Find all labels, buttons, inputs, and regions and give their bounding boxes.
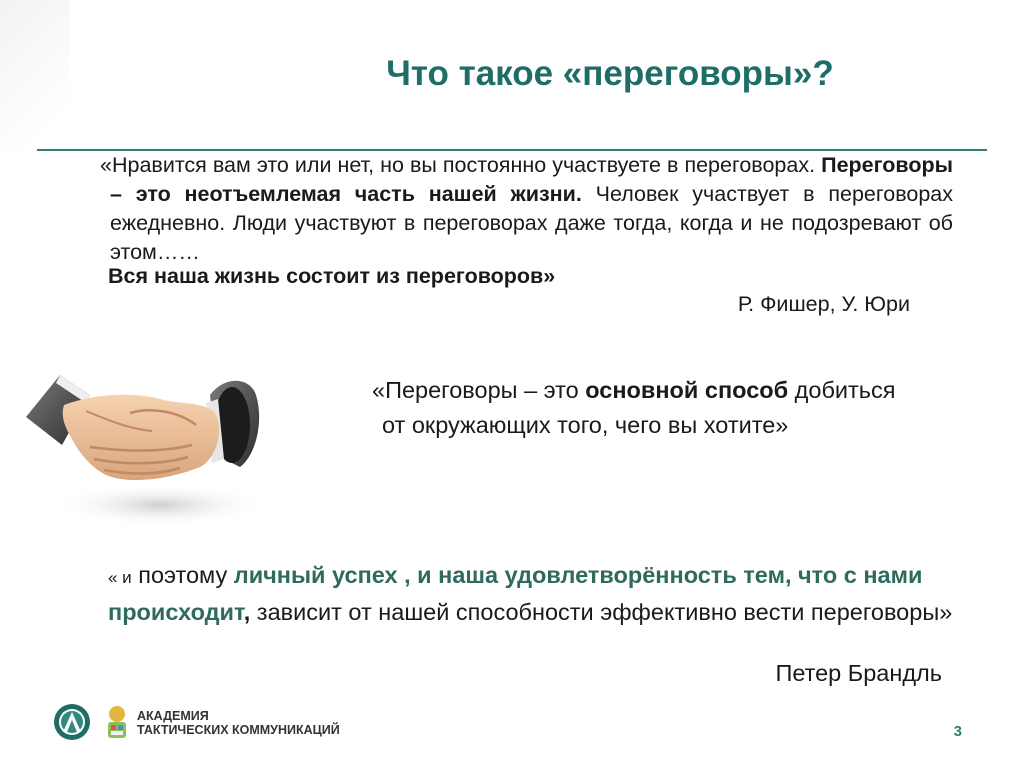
quote2-start: «Переговоры – это xyxy=(372,377,586,403)
quote1-last-line: Вся наша жизнь состоит из переговоров» xyxy=(108,264,556,288)
quote2-bold: основной способ xyxy=(585,377,789,403)
quote3-open: « и xyxy=(108,568,132,587)
quote2-rest: добиться от окружающих того, чего вы хотите» xyxy=(382,377,896,438)
academy-logo-icon xyxy=(53,703,91,741)
slide-title: Что такое «переговоры»? xyxy=(386,54,834,93)
organization-name-line1: АКАДЕМИЯ xyxy=(137,709,209,723)
quote1-bold: Переговоры – это неотъемлемая часть нашей жизни. xyxy=(110,153,953,206)
academy-emblem-icon xyxy=(104,704,130,740)
handshake-icon xyxy=(20,355,280,535)
quote3-highlight: личный успех , и наша удовлетворённость тем, что с нами происходит xyxy=(108,562,923,625)
organization-name-line2: ТАКТИЧЕСКИХ КОММУНИКАЦИЙ xyxy=(137,723,340,737)
quote-negotiation-method xyxy=(372,373,922,443)
quote3-rest: зависит от нашей способности эффективно вести переговоры» xyxy=(250,599,953,625)
quote1-open: «Нравится вам это или нет, но вы постоянно участвуете в переговорах. xyxy=(100,153,822,177)
quote-fisher-ury xyxy=(100,151,953,267)
quote3-comma: , xyxy=(243,599,251,625)
quote3-plain: поэтому xyxy=(131,562,234,588)
quote1-author: Р. Фишер, У. Юри xyxy=(737,292,910,316)
quote-brandl xyxy=(108,558,958,630)
quote3-author: Петер Брандль xyxy=(775,660,942,686)
page-number: 3 xyxy=(953,723,962,740)
corner-shade xyxy=(0,0,70,150)
organization-name xyxy=(137,709,340,737)
quote1-rest: Человек участвует в переговорах ежедневно. Люди участвуют в переговорах даже тогда, когда и не подозревают об этом…… xyxy=(110,182,954,264)
